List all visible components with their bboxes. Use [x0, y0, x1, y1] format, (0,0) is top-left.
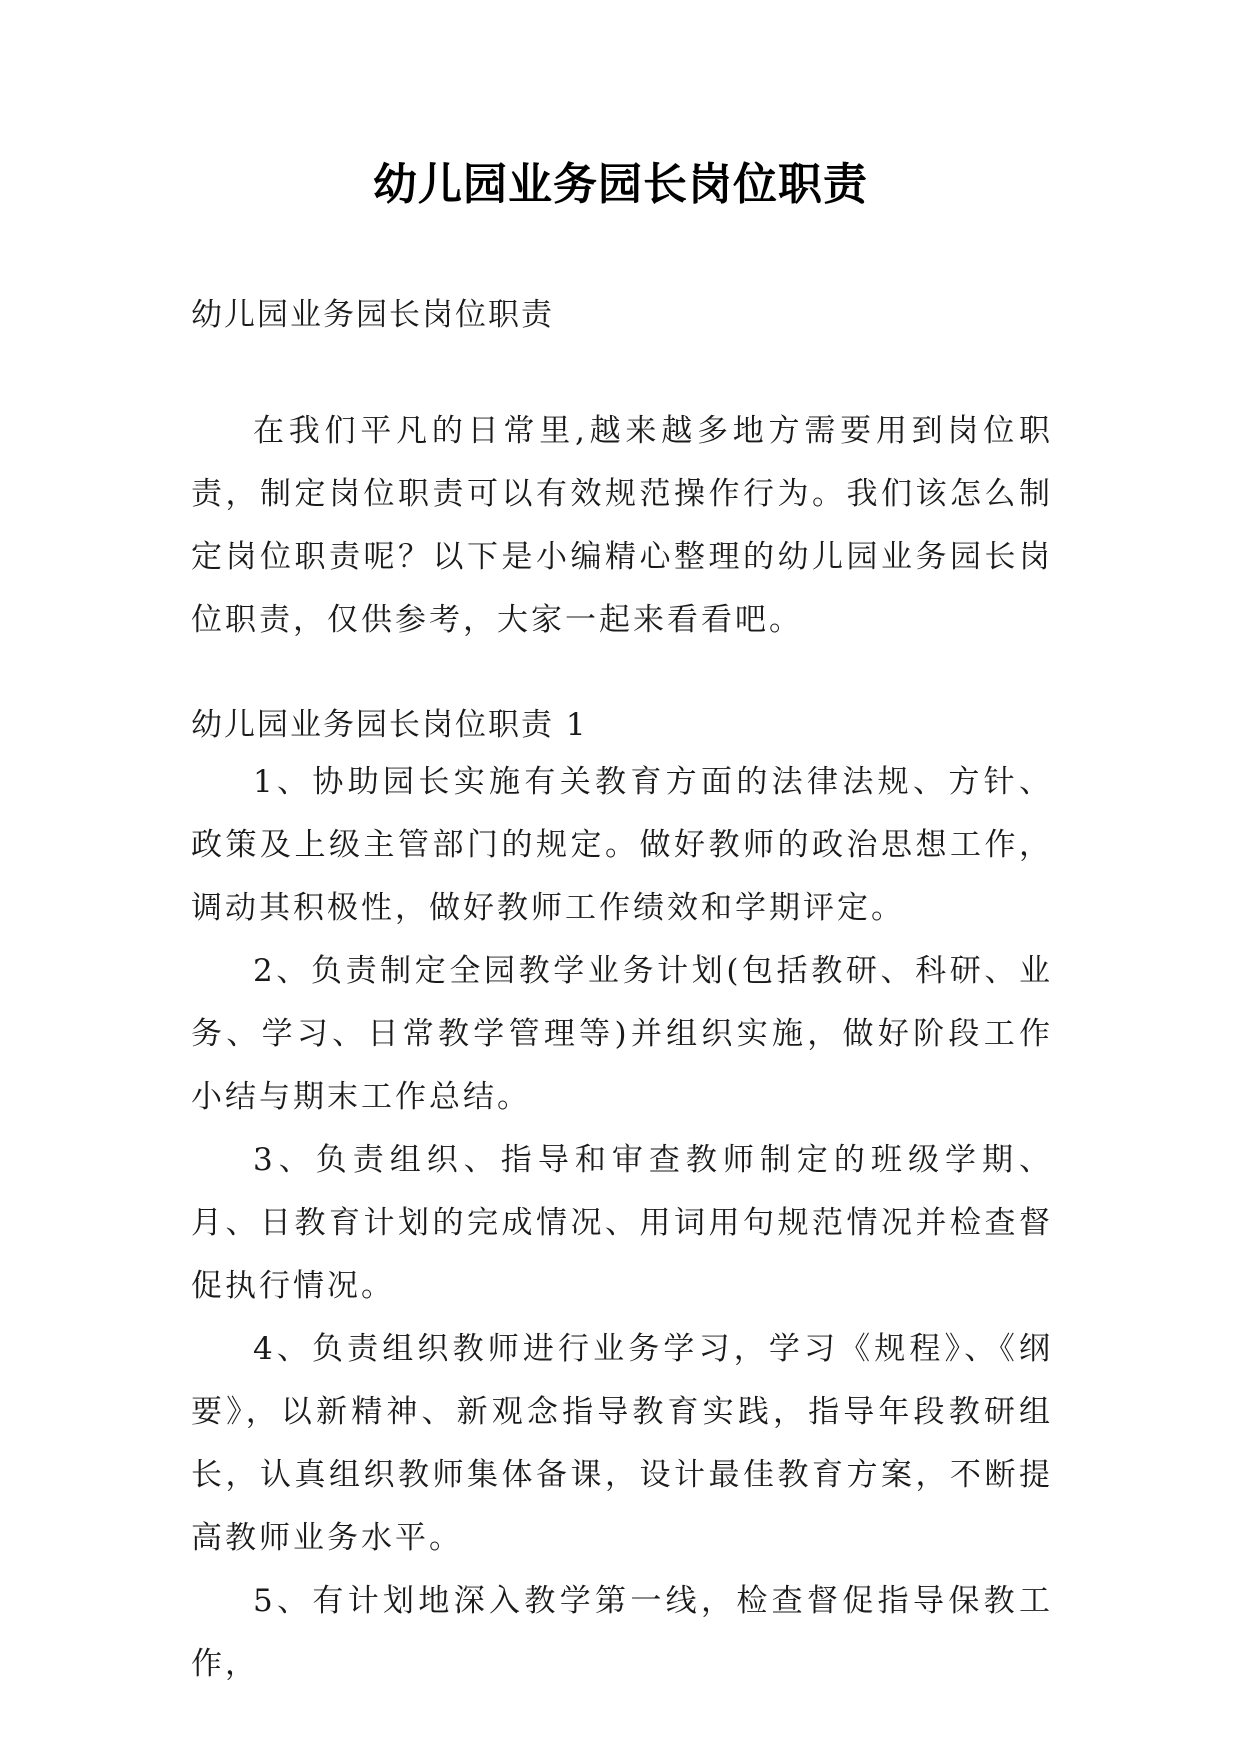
duty-item-2: 2、负责制定全园教学业务计划(包括教研、科研、业务、学习、日常教学管理等)并组织实施，做好阶段工作小结与期末工作总结。 [191, 953, 1053, 1115]
duty-item-4: 4、负责组织教师进行业务学习，学习《规程》、《纲要》，以新精神、新观念指导教育实践，指导年段教研组长，认真组织教师集体备课，设计最佳教育方案，不断提高教师业务水平。 [191, 1331, 1053, 1556]
duty-item-5: 5、有计划地深入教学第一线，检查督促指导保教工作， [191, 1583, 1053, 1682]
section-heading: 幼儿园业务园长岗位职责 1 [191, 707, 588, 743]
intro-paragraph: 在我们平凡的日常里,越来越多地方需要用到岗位职责，制定岗位职责可以有效规范操作行为。我们该怎么制定岗位职责呢？以下是小编精心整理的幼儿园业务园长岗位职责，仅供参考，大家一起来看看吧。 [191, 413, 1053, 638]
document-title: 幼儿园业务园长岗位职责 [373, 159, 868, 210]
document-subtitle: 幼儿园业务园长岗位职责 [191, 297, 554, 333]
duty-item-3: 3、负责组织、指导和审查教师制定的班级学期、月、日教育计划的完成情况、用词用句规范情况并检查督促执行情况。 [191, 1142, 1053, 1304]
duty-item-1: 1、协助园长实施有关教育方面的法律法规、方针、政策及上级主管部门的规定。做好教师的政治思想工作，调动其积极性，做好教师工作绩效和学期评定。 [191, 764, 1053, 926]
